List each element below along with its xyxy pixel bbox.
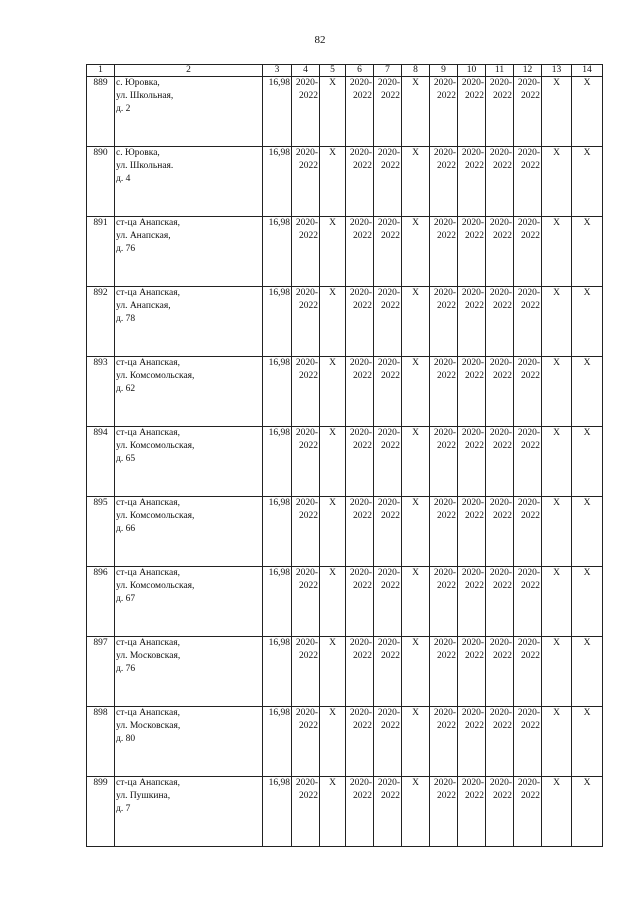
row-number: 894 [87, 427, 115, 497]
period-cell: 2020- 2022 [346, 567, 374, 637]
mark-cell: X [542, 497, 572, 567]
mark-cell: X [542, 637, 572, 707]
mark-cell: X [542, 707, 572, 777]
period-cell: 2020- 2022 [430, 287, 458, 357]
row-number: 895 [87, 497, 115, 567]
mark-cell: X [402, 357, 430, 427]
period-cell: 2020- 2022 [374, 637, 402, 707]
mark-cell: X [572, 567, 603, 637]
value-cell: 16,98 [263, 637, 292, 707]
mark-cell: X [402, 777, 430, 847]
table-row [87, 567, 603, 637]
period-cell: 2020- 2022 [514, 147, 542, 217]
period-cell: 2020- 2022 [514, 637, 542, 707]
mark-cell: X [402, 567, 430, 637]
column-number: 14 [572, 65, 603, 77]
period-cell: 2020- 2022 [374, 707, 402, 777]
mark-cell: X [320, 77, 346, 147]
period-cell: 2020- 2022 [374, 567, 402, 637]
row-number: 891 [87, 217, 115, 287]
period-cell: 2020- 2022 [292, 77, 320, 147]
address-cell: ст-ца Анапская, ул. Комсомольская, д. 67 [115, 567, 263, 637]
table-row [87, 707, 603, 777]
period-cell: 2020- 2022 [486, 707, 514, 777]
period-cell: 2020- 2022 [292, 567, 320, 637]
column-number: 4 [292, 65, 320, 77]
period-cell: 2020- 2022 [458, 217, 486, 287]
period-cell: 2020- 2022 [458, 287, 486, 357]
mark-cell: X [320, 637, 346, 707]
column-number-row [87, 65, 603, 77]
mark-cell: X [320, 497, 346, 567]
column-number: 13 [542, 65, 572, 77]
mark-cell: X [542, 287, 572, 357]
row-number: 889 [87, 77, 115, 147]
table-row [87, 77, 603, 147]
mark-cell: X [402, 707, 430, 777]
mark-cell: X [572, 427, 603, 497]
period-cell: 2020- 2022 [458, 147, 486, 217]
period-cell: 2020- 2022 [430, 567, 458, 637]
period-cell: 2020- 2022 [486, 287, 514, 357]
period-cell: 2020- 2022 [486, 217, 514, 287]
column-number: 7 [374, 65, 402, 77]
mark-cell: X [320, 147, 346, 217]
mark-cell: X [542, 777, 572, 847]
period-cell: 2020- 2022 [458, 77, 486, 147]
mark-cell: X [320, 777, 346, 847]
mark-cell: X [572, 637, 603, 707]
address-cell: ст-ца Анапская, ул. Анапская, д. 78 [115, 287, 263, 357]
address-cell: с. Юровка, ул. Школьная, д. 2 [115, 77, 263, 147]
column-number: 12 [514, 65, 542, 77]
period-cell: 2020- 2022 [346, 357, 374, 427]
period-cell: 2020- 2022 [430, 427, 458, 497]
column-number: 9 [430, 65, 458, 77]
row-number: 899 [87, 777, 115, 847]
period-cell: 2020- 2022 [374, 497, 402, 567]
column-number: 11 [486, 65, 514, 77]
mark-cell: X [402, 637, 430, 707]
mark-cell: X [542, 357, 572, 427]
mark-cell: X [572, 777, 603, 847]
period-cell: 2020- 2022 [292, 287, 320, 357]
period-cell: 2020- 2022 [346, 497, 374, 567]
period-cell: 2020- 2022 [458, 357, 486, 427]
address-cell: ст-ца Анапская, ул. Анапская, д. 76 [115, 217, 263, 287]
period-cell: 2020- 2022 [430, 497, 458, 567]
mark-cell: X [402, 77, 430, 147]
address-cell: ст-ца Анапская, ул. Комсомольская, д. 62 [115, 357, 263, 427]
address-cell: ст-ца Анапская, ул. Московская, д. 76 [115, 637, 263, 707]
period-cell: 2020- 2022 [374, 287, 402, 357]
address-cell: с. Юровка, ул. Школьная. д. 4 [115, 147, 263, 217]
period-cell: 2020- 2022 [430, 217, 458, 287]
period-cell: 2020- 2022 [346, 217, 374, 287]
period-cell: 2020- 2022 [514, 217, 542, 287]
column-number: 6 [346, 65, 374, 77]
mark-cell: X [320, 707, 346, 777]
column-number: 8 [402, 65, 430, 77]
address-cell: ст-ца Анапская, ул. Комсомольская, д. 66 [115, 497, 263, 567]
value-cell: 16,98 [263, 147, 292, 217]
period-cell: 2020- 2022 [486, 357, 514, 427]
mark-cell: X [542, 427, 572, 497]
period-cell: 2020- 2022 [346, 287, 374, 357]
period-cell: 2020- 2022 [292, 777, 320, 847]
mark-cell: X [320, 287, 346, 357]
column-number: 5 [320, 65, 346, 77]
table-row [87, 147, 603, 217]
column-number: 2 [115, 65, 263, 77]
period-cell: 2020- 2022 [292, 497, 320, 567]
mark-cell: X [402, 147, 430, 217]
value-cell: 16,98 [263, 77, 292, 147]
period-cell: 2020- 2022 [458, 707, 486, 777]
period-cell: 2020- 2022 [458, 777, 486, 847]
mark-cell: X [542, 217, 572, 287]
period-cell: 2020- 2022 [514, 497, 542, 567]
period-cell: 2020- 2022 [346, 427, 374, 497]
table-row [87, 427, 603, 497]
period-cell: 2020- 2022 [374, 217, 402, 287]
column-number: 1 [87, 65, 115, 77]
period-cell: 2020- 2022 [486, 427, 514, 497]
period-cell: 2020- 2022 [430, 147, 458, 217]
column-number: 3 [263, 65, 292, 77]
period-cell: 2020- 2022 [292, 357, 320, 427]
table-row [87, 357, 603, 427]
value-cell: 16,98 [263, 707, 292, 777]
period-cell: 2020- 2022 [374, 427, 402, 497]
period-cell: 2020- 2022 [346, 77, 374, 147]
period-cell: 2020- 2022 [292, 147, 320, 217]
address-cell: ст-ца Анапская, ул. Московская, д. 80 [115, 707, 263, 777]
address-cell: ст-ца Анапская, ул. Комсомольская, д. 65 [115, 427, 263, 497]
value-cell: 16,98 [263, 777, 292, 847]
row-number: 896 [87, 567, 115, 637]
value-cell: 16,98 [263, 217, 292, 287]
period-cell: 2020- 2022 [486, 77, 514, 147]
period-cell: 2020- 2022 [486, 147, 514, 217]
table-row [87, 497, 603, 567]
period-cell: 2020- 2022 [458, 427, 486, 497]
table-row [87, 777, 603, 847]
period-cell: 2020- 2022 [430, 637, 458, 707]
table-row [87, 637, 603, 707]
period-cell: 2020- 2022 [486, 497, 514, 567]
period-cell: 2020- 2022 [514, 707, 542, 777]
mark-cell: X [572, 77, 603, 147]
mark-cell: X [402, 287, 430, 357]
period-cell: 2020- 2022 [374, 777, 402, 847]
period-cell: 2020- 2022 [346, 777, 374, 847]
period-cell: 2020- 2022 [292, 427, 320, 497]
period-cell: 2020- 2022 [346, 637, 374, 707]
period-cell: 2020- 2022 [374, 147, 402, 217]
value-cell: 16,98 [263, 357, 292, 427]
period-cell: 2020- 2022 [458, 497, 486, 567]
address-cell: ст-ца Анапская, ул. Пушкина, д. 7 [115, 777, 263, 847]
mark-cell: X [402, 217, 430, 287]
value-cell: 16,98 [263, 427, 292, 497]
period-cell: 2020- 2022 [430, 777, 458, 847]
value-cell: 16,98 [263, 567, 292, 637]
register-table [86, 64, 603, 847]
period-cell: 2020- 2022 [292, 637, 320, 707]
mark-cell: X [320, 357, 346, 427]
value-cell: 16,98 [263, 497, 292, 567]
period-cell: 2020- 2022 [458, 637, 486, 707]
mark-cell: X [572, 497, 603, 567]
period-cell: 2020- 2022 [514, 777, 542, 847]
mark-cell: X [542, 147, 572, 217]
mark-cell: X [320, 217, 346, 287]
table-row [87, 217, 603, 287]
row-number: 897 [87, 637, 115, 707]
mark-cell: X [402, 497, 430, 567]
mark-cell: X [572, 147, 603, 217]
mark-cell: X [402, 427, 430, 497]
value-cell: 16,98 [263, 287, 292, 357]
column-number: 10 [458, 65, 486, 77]
period-cell: 2020- 2022 [514, 567, 542, 637]
period-cell: 2020- 2022 [430, 77, 458, 147]
period-cell: 2020- 2022 [514, 77, 542, 147]
period-cell: 2020- 2022 [430, 357, 458, 427]
period-cell: 2020- 2022 [514, 287, 542, 357]
mark-cell: X [572, 217, 603, 287]
period-cell: 2020- 2022 [374, 77, 402, 147]
period-cell: 2020- 2022 [486, 777, 514, 847]
row-number: 898 [87, 707, 115, 777]
mark-cell: X [542, 77, 572, 147]
table-row [87, 287, 603, 357]
page-number: 82 [314, 34, 326, 46]
period-cell: 2020- 2022 [374, 357, 402, 427]
row-number: 890 [87, 147, 115, 217]
mark-cell: X [542, 567, 572, 637]
mark-cell: X [572, 357, 603, 427]
period-cell: 2020- 2022 [292, 217, 320, 287]
mark-cell: X [572, 287, 603, 357]
period-cell: 2020- 2022 [458, 567, 486, 637]
period-cell: 2020- 2022 [346, 707, 374, 777]
mark-cell: X [320, 567, 346, 637]
period-cell: 2020- 2022 [486, 567, 514, 637]
mark-cell: X [320, 427, 346, 497]
period-cell: 2020- 2022 [486, 637, 514, 707]
period-cell: 2020- 2022 [346, 147, 374, 217]
row-number: 892 [87, 287, 115, 357]
period-cell: 2020- 2022 [430, 707, 458, 777]
row-number: 893 [87, 357, 115, 427]
period-cell: 2020- 2022 [514, 427, 542, 497]
period-cell: 2020- 2022 [292, 707, 320, 777]
mark-cell: X [572, 707, 603, 777]
period-cell: 2020- 2022 [514, 357, 542, 427]
